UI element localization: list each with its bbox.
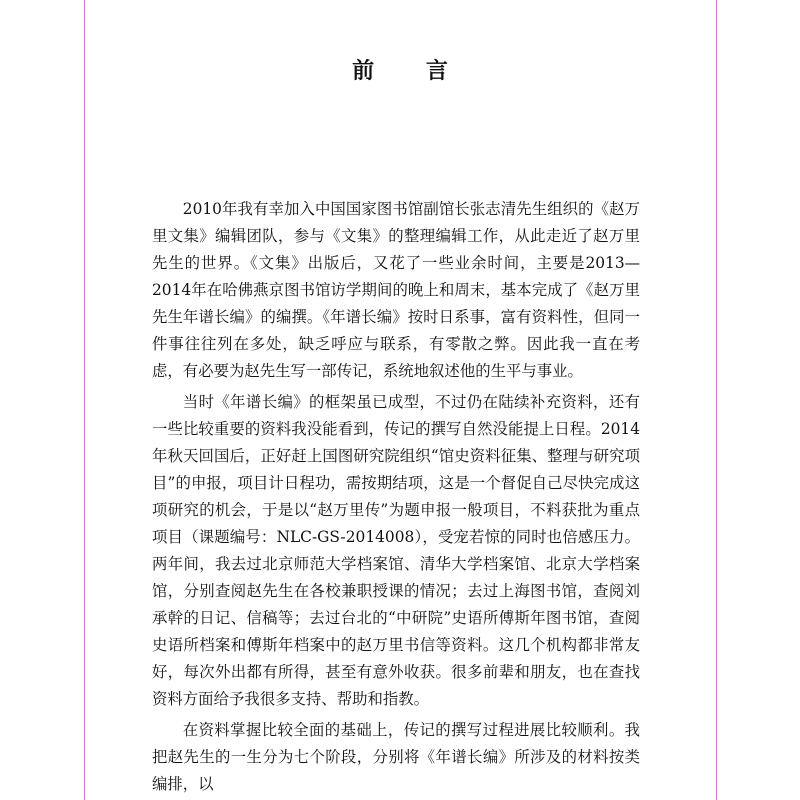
page-left-edge-line (84, 0, 85, 800)
body-text (152, 196, 640, 800)
paragraph-2: 当时《年谱长编》的框架虽已成型，不过仍在陆续补充资料，还有一些比较重要的资料我没能看到，传记的撰写自然没能提上日程。2014年秋天回国后，正好赶上国图研究院组织“馆史资料征集、整理与研究项目”的申报，项目计日程功，需按期结项，这是一个督促自己尽快完成这项研究的机会，于是以“赵万里传”为题申报一般项目，不料获批为重点项目（课题编号：NLC-GS-2014008），受宠若惊的同时也倍感压力。两年间，我去过北京师范大学档案馆、清华大学档案馆、北京大学档案馆，分别查阅赵先生在各校兼职授课的情况；去过上海图书馆，查阅刘承幹的日记、信稿等；去过台北的“中研院”史语所傅斯年图书馆，查阅史语所档案和傅斯年档案中的赵万里书信等资料。这几个机构都非常友好，每次外出都有所得，甚至有意外收获。很多前辈和朋友，也在查找资料方面给予我很多支持、帮助和指教。 (152, 393, 640, 708)
page-title: 前 言 (352, 58, 470, 84)
paragraph-3: 在资料掌握比较全面的基础上，传记的撰写过程进展比较顺利。我把赵先生的一生分为七个阶段，分别将《年谱长编》所涉及的材料按类编排，以 (152, 721, 640, 793)
page-right-edge-line (716, 0, 717, 800)
paragraph-1: 2010年我有幸加入中国国家图书馆副馆长张志清先生组织的《赵万里文集》编辑团队，参与《文集》的整理编辑工作，从此走近了赵万里先生的世界。《文集》出版后，又花了一些业余时间，主要是2013—2014年在哈佛燕京图书馆访学期间的晚上和周末，基本完成了《赵万里先生年谱长编》的编撰。《年谱长编》按时日系事，富有资料性，但同一件事往往列在多处，缺乏呼应与联系，有零散之弊。因此我一直在考虑，有必要为赵先生写一部传记，系统地叙述他的生平与事业。 (152, 200, 640, 380)
